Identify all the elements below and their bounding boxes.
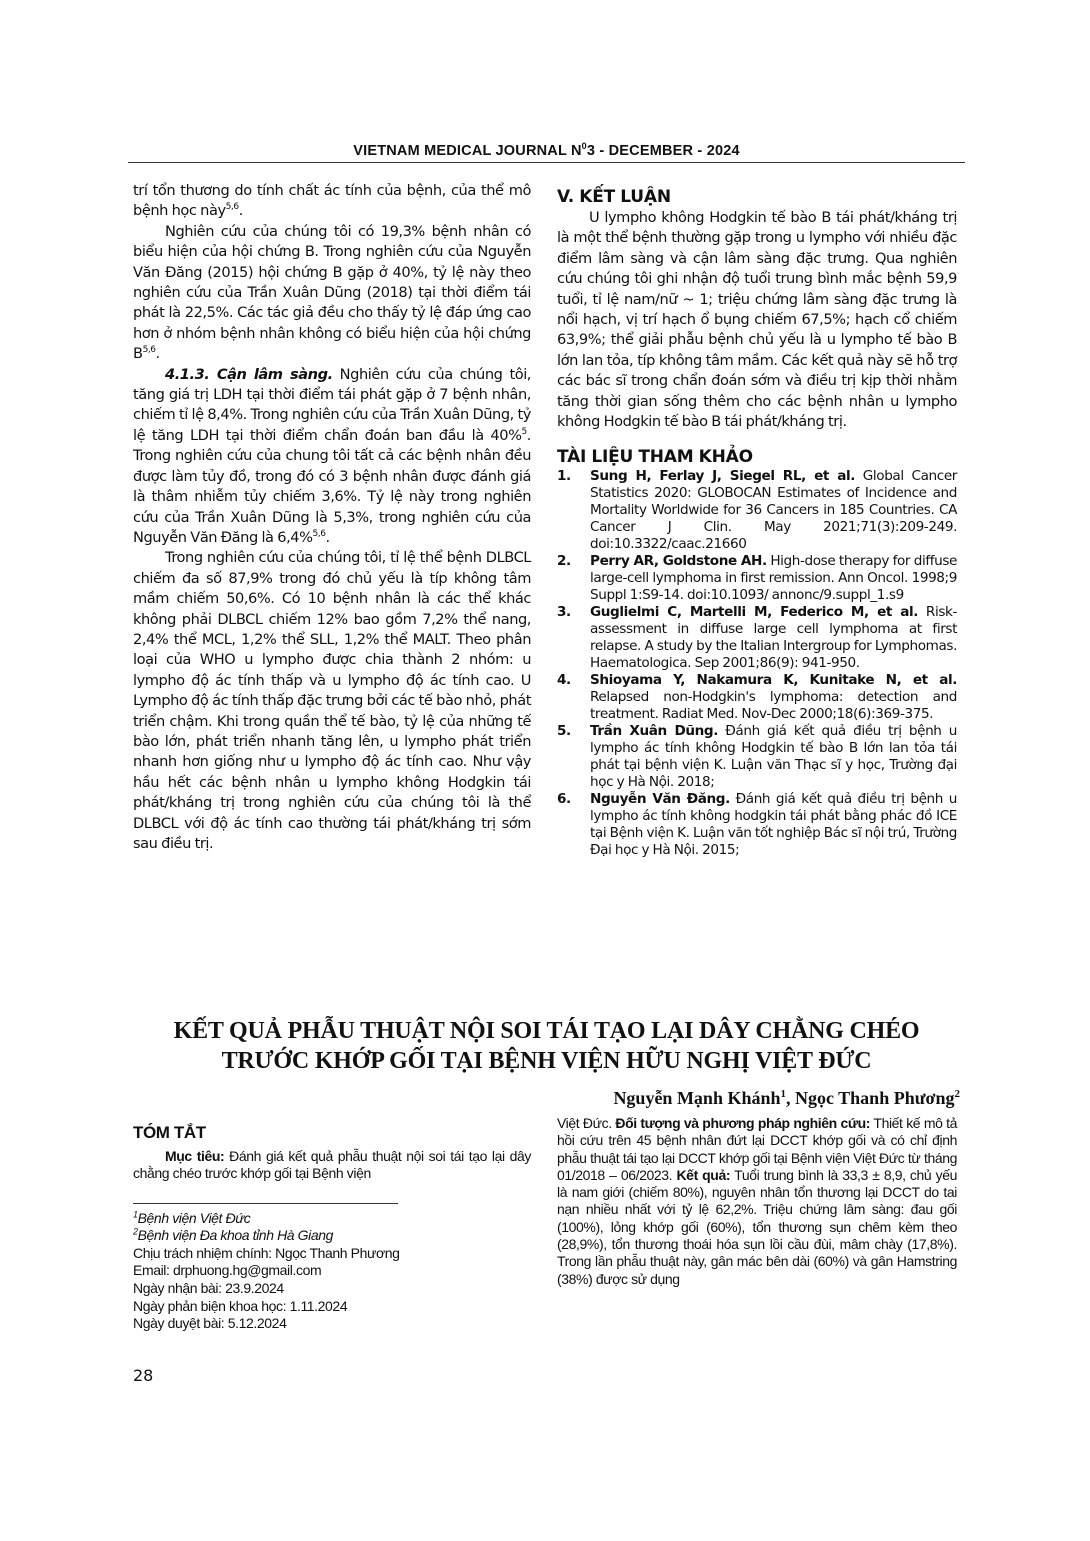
conclusion-heading: V. KẾT LUẬN <box>557 187 671 207</box>
date-accepted: Ngày duyệt bài: 5.12.2024 <box>133 1315 287 1332</box>
reference-item <box>557 723 957 791</box>
ref-text: Đánh giá kết quả điều trị bệnh u lympho ác tính không hodgkin tái phát bằng phác đồ ICE tại Bệnh viện K. Luận văn tốt nghiệp Bác sĩ nội trú, Trường Đại học y Hà Nội. 2015; <box>590 791 957 859</box>
text: . <box>238 202 243 220</box>
ref-number: 6. <box>557 791 571 808</box>
author: Nguyễn Mạnh Khánh <box>613 1088 781 1108</box>
label: Đối tượng và phương pháp nghiên cứu: <box>615 1115 871 1131</box>
affiliation-2 <box>133 1227 531 1245</box>
reference-item <box>557 553 957 604</box>
reference-item <box>557 604 957 672</box>
paragraph <box>133 365 531 549</box>
paragraph <box>133 222 531 365</box>
ref-authors: Nguyễn Văn Đăng. <box>590 791 730 808</box>
ref-number: 4. <box>557 672 571 689</box>
ref-text: High-dose therapy for diffuse large-cell lymphoma in first remission. Ann Oncol. 1998;9 Suppl 1:S9-14. doi:10.1093/ annonc/9.suppl_1.s9 <box>590 553 957 604</box>
text: . Trong nghiên cứu của chung tôi tất cả các bệnh nhân đều được làm tủy đồ, trong đó có 3 bệnh nhân được đánh giá là thâm nhiễm tủy chiếm 3,6%. Tỷ lệ này trong nghiên cứu của Trần Xuân Dũng là 5,3%, trong nghiên cứu của Nguyễn Văn Đăng là 6,4% <box>133 426 531 546</box>
abstract-right <box>557 1115 957 1288</box>
date-received: Ngày nhận bài: 23.9.2024 <box>133 1279 284 1296</box>
reference-list <box>557 468 957 859</box>
journal-name: VIETNAM MEDICAL JOURNAL N <box>353 143 582 159</box>
abstract-left <box>133 1122 531 1333</box>
author: Ngọc Thanh Phương <box>795 1088 955 1108</box>
separator: , <box>786 1088 795 1108</box>
paragraph <box>133 181 531 222</box>
reference-item <box>557 468 957 553</box>
date-reviewed: Ngày phản biện khoa học: 1.11.2024 <box>133 1297 348 1314</box>
ref-text: Relapsed non-Hodgkin's lymphoma: detection and treatment. Radiat Med. Nov-Dec 2000;18(6):369-375. <box>590 689 957 723</box>
text: Việt Đức. <box>557 1115 616 1131</box>
text: Tuổi trung bình là 33,3 ± 8,9, chủ yếu là nam giới (chiếm 80%), nguyên nhân tổn thương lại DCCT do tai nạn nhiều nhất với tỷ lệ 62,2%. Triệu chứng lâm sàng: đau gối (100%), lỏng khớp gối (60%), tổn thương sụn chêm kèm theo (28,9%), tổn thương thoái hóa sụn lồi cầu đùi, mâm chày (17,8%). Trong lần phẫu thuật này, gân mác bên dài (60%) và gân Hamstring (38%) được sử dụng <box>557 1166 957 1287</box>
ref-text: Global Cancer Statistics 2020: GLOBOCAN Estimates of Incidence and Mortality Worldwide for 36 Cancers in 185 Countries. CA Cancer J Clin. May 2021;71(3):209-249. doi:10.3322/caac.21660 <box>590 468 957 553</box>
ref-number: 3. <box>557 604 571 621</box>
ref-authors: Perry AR, Goldstone AH. <box>590 553 767 570</box>
reference-item <box>557 672 957 723</box>
email: Email: drphuong.hg@gmail.com <box>133 1262 322 1279</box>
sup: 2 <box>133 1226 138 1237</box>
label: Kết quả: <box>676 1166 731 1183</box>
reference-item <box>557 791 957 859</box>
responsible-author: Chịu trách nhiệm chính: Ngọc Thanh Phương <box>133 1244 400 1261</box>
abstract-paragraph <box>557 1115 957 1288</box>
text: . <box>155 345 160 363</box>
ref-authors: Shioyama Y, Nakamura K, Kunitake N, et al. <box>590 672 957 689</box>
affiliation-1 <box>133 1210 531 1228</box>
affiliation-sup: 1 <box>780 1088 786 1100</box>
ref-authors: Sung H, Ferlay J, Siegel RL, et al. <box>590 468 855 485</box>
text: Đánh giá kết quả phẫu thuật nội soi tái tạo lại dây chằng chéo trước khớp gối tại Bệnh viện <box>133 1148 531 1182</box>
left-column <box>133 181 531 854</box>
ref-authors: Guglielmi C, Martelli M, Federico M, et al. <box>590 604 919 621</box>
ref-number: 5. <box>557 723 571 740</box>
right-column <box>557 186 957 859</box>
paragraph: Trong nghiên cứu của chúng tôi, tỉ lệ thể bệnh DLBCL chiếm đa số 87,9% trong đó chủ yếu là típ không tâm mầm chiếm 50,6%. Có 10 bệnh nhân là các thể khác không phải DLBCL chiếm 12% bao gồm 7,2% thể nang, 2,4% thể MCL, 1,2% thể SLL, 1,2% thể MALT. Theo phân loại của WHO u lympho được chia thành 2 nhóm: u lympho độ ác tính thấp và u lympho độ ác tính cao. U Lympho độ ác tính thấp đặc trưng bởi các tế bào nhỏ, phát triển chậm. Khi trong quần thể tế bào, tỷ lệ của những tế bào lớn, phát triển nhanh tăng lên, u lympho phát triển nhanh hơn giống như u lympho độ ác tính cao. Như vậy hầu hết các bệnh nhân u lympho không Hodgkin tái phát/kháng trị trong nghiên cứu của chúng tôi là thể DLBCL với độ ác tính cao thường tái phát/kháng trị sớm sau điều trị. <box>133 549 531 852</box>
text: Bệnh viện Việt Đức <box>137 1209 251 1226</box>
text: Nghiên cứu của chúng tôi có 19,3% bệnh nhân có biểu hiện của hội chứng B. Trong nghiên cứu của Nguyễn Văn Đăng (2015) hội chứng B gặp ở 40%, tỷ lệ này theo nghiên cứu của Trần Xuân Dũng (2018) tại thời điểm tái phát là 22,5%. Các tác giả đều cho thấy tỷ lệ đáp ứng cao hơn ở nhóm bệnh nhân không có biểu hiện của hội chứng B <box>133 222 531 363</box>
title-line: TRƯỚC KHỚP GỐI TẠI BỆNH VIỆN HỮU NGHỊ VIỆT ĐỨC <box>221 1048 872 1074</box>
subsection-heading: 4.1.3. Cận lâm sàng. <box>165 365 333 383</box>
text: . <box>325 528 330 546</box>
citation: 5,6 <box>312 529 326 540</box>
page-number: 28 <box>133 1366 154 1385</box>
issue-sup: 0 <box>581 141 587 152</box>
affiliation-sup: 2 <box>954 1088 960 1100</box>
article-title <box>128 1016 965 1076</box>
ref-number: 2. <box>557 553 571 570</box>
ref-text: Risk-assessment in diffuse large cell lymphoma at first relapse. A study by the Italian Intergroup for Lymphomas. Haematologica. Sep 2001;86(9): 941-950. <box>590 604 957 672</box>
abstract-heading: TÓM TẮT <box>133 1123 206 1142</box>
issue-date: 3 - DECEMBER - 2024 <box>586 143 740 159</box>
text: trí tổn thương do tính chất ác tính của bệnh, của thể mô bệnh học này <box>133 182 531 220</box>
article-authors <box>613 1088 960 1109</box>
label: Mục tiêu: <box>165 1148 225 1164</box>
ref-number: 1. <box>557 468 571 485</box>
ref-text: Đánh giá kết quả điều trị bệnh u lympho ác tính không Hodgkin tế bào B lớn lan tỏa tái phát tại bệnh viện K. Luận văn Thạc sĩ y học, Trường đại học y Hà Nội. 2018; <box>590 723 958 791</box>
citation: 5 <box>521 427 527 438</box>
sup: 1 <box>133 1208 138 1219</box>
references-heading: TÀI LIỆU THAM KHẢO <box>557 447 753 468</box>
footnote-rule <box>133 1203 398 1204</box>
citation: 5,6 <box>225 202 239 213</box>
ref-authors: Trần Xuân Dũng. <box>590 723 719 740</box>
running-header <box>128 143 965 159</box>
header-rule <box>128 162 965 163</box>
title-line: KẾT QUẢ PHẪU THUẬT NỘI SOI TÁI TẠO LẠI DÂY CHẰNG CHÉO <box>173 1018 920 1044</box>
text: Thiết kế mô tả hồi cứu trên 45 bệnh nhân đứt lại DCCT khớp gối và có chỉ định phẫu thuật tái tạo lại DCCT khớp gối tại Bệnh viện Việt Đức từ tháng 01/2018 – 06/2023. <box>557 1115 958 1183</box>
text: Nghiên cứu của chúng tôi, tăng giá trị LDH tại thời điểm tái phát gặp ở 7 bệnh nhân, chiếm tỉ lệ 8,4%. Trong nghiên cứu của Trần Xuân Dũng, tỷ lệ tăng LDH tại thời điểm chẩn đoán ban đầu là 40% <box>133 365 532 444</box>
citation: 5,6 <box>142 345 156 356</box>
abstract-objective <box>133 1148 531 1183</box>
conclusion-paragraph: U lympho không Hodgkin tế bào B tái phát/kháng trị là một thể bệnh thường gặp trong u lympho với nhiều đặc điểm lâm sàng và cận lâm sàng đặc trưng. Qua nghiên cứu chúng tôi ghi nhận độ tuổi trung bình mắc bệnh 59,9 tuổi, tỉ lệ nam/nữ ~ 1; triệu chứng lâm sàng đặc trưng là nổi hạch, vị trí hạch ổ bụng chiếm 67,5%; hạch cổ chiếm 63,9%; thể giải phẫu bệnh chủ yếu là u lympho tế bào B lớn lan tỏa, típ không tâm mầm. Các kết quả này sẽ hỗ trợ các bác sĩ trong chẩn đoán sớm và điều trị kịp thời nhằm tăng thời gian sống thêm cho các bệnh nhân u lympho không Hodgkin tế bào B tái phát/kháng trị. <box>557 209 957 431</box>
text: Bệnh viện Đa khoa tỉnh Hà Giang <box>137 1227 334 1244</box>
